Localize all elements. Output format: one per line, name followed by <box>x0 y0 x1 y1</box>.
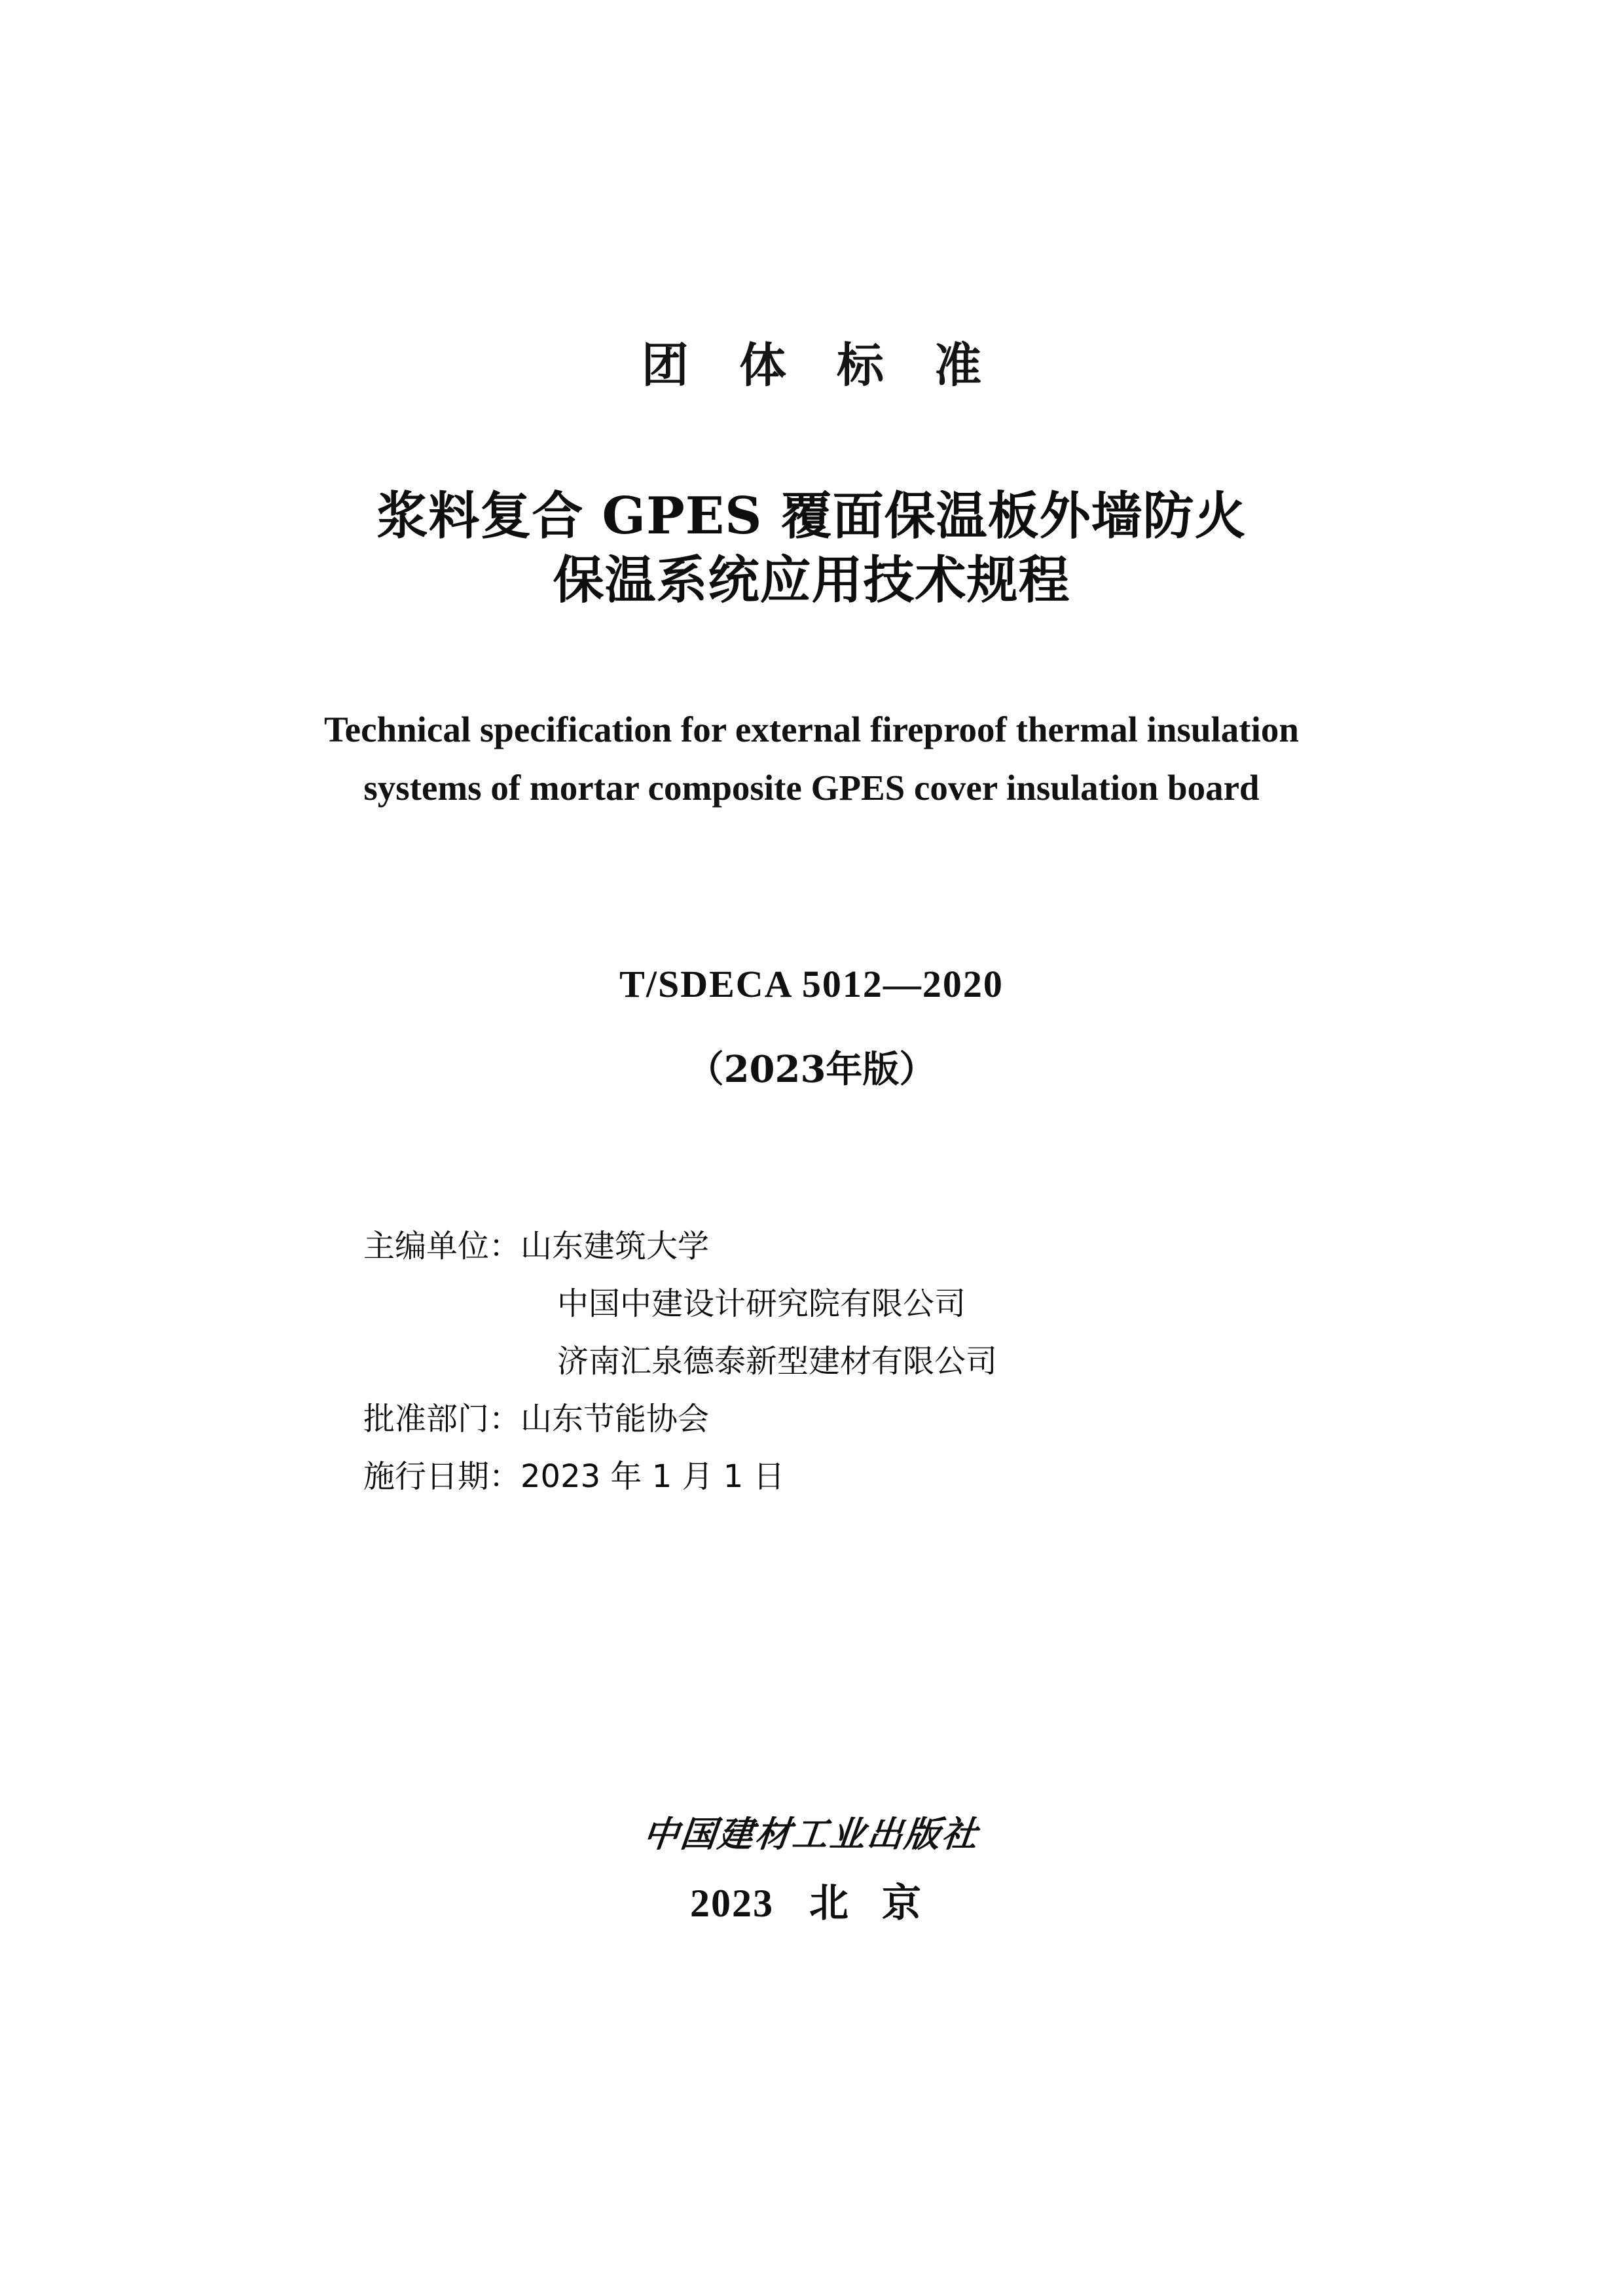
publication-imprint <box>0 1872 1623 1928</box>
editor-row-primary <box>363 1228 1345 1265</box>
english-title <box>0 700 1623 817</box>
english-title-line-2: systems of mortar composite GPES cover insulation board <box>363 768 1260 808</box>
effective-date-value: 2023 年 1 月 1 日 <box>520 1458 785 1495</box>
standard-number: T/SDECA 5012—2020 <box>619 963 1004 1005</box>
chinese-title-line-1: 浆料复合 GPES 覆面保温板外墙防火 <box>376 486 1247 546</box>
document-kind-heading: 团 体 标 准 <box>641 337 999 393</box>
chinese-title <box>0 484 1623 613</box>
editor-label: 主编单位： <box>363 1228 521 1265</box>
editor-row-second <box>363 1285 1345 1322</box>
chinese-title-line-2: 保温系统应用技术规程 <box>553 550 1070 611</box>
editor-third-value: 济南汇泉德泰新型建材有限公司 <box>557 1343 998 1380</box>
publication-year: 2023 <box>690 1882 774 1925</box>
effective-date-row <box>363 1458 1345 1495</box>
editor-second-value: 中国中建设计研究院有限公司 <box>557 1285 966 1322</box>
approval-value: 山东节能协会 <box>520 1401 710 1437</box>
approval-label: 批准部门： <box>363 1401 521 1437</box>
english-title-line-1: Technical specification for external fireproof thermal insulation <box>324 709 1299 749</box>
effective-date-label: 施行日期： <box>363 1458 521 1495</box>
metadata-block <box>363 1230 1345 1518</box>
editor-primary-value: 山东建筑大学 <box>520 1228 710 1265</box>
standard-edition: （2023年版） <box>687 1048 936 1091</box>
publisher-name: 中国建材工业出版社 <box>641 1813 981 1855</box>
approval-row <box>363 1403 1345 1435</box>
editor-row-third <box>363 1343 1345 1380</box>
publication-city: 北 京 <box>809 1882 933 1925</box>
